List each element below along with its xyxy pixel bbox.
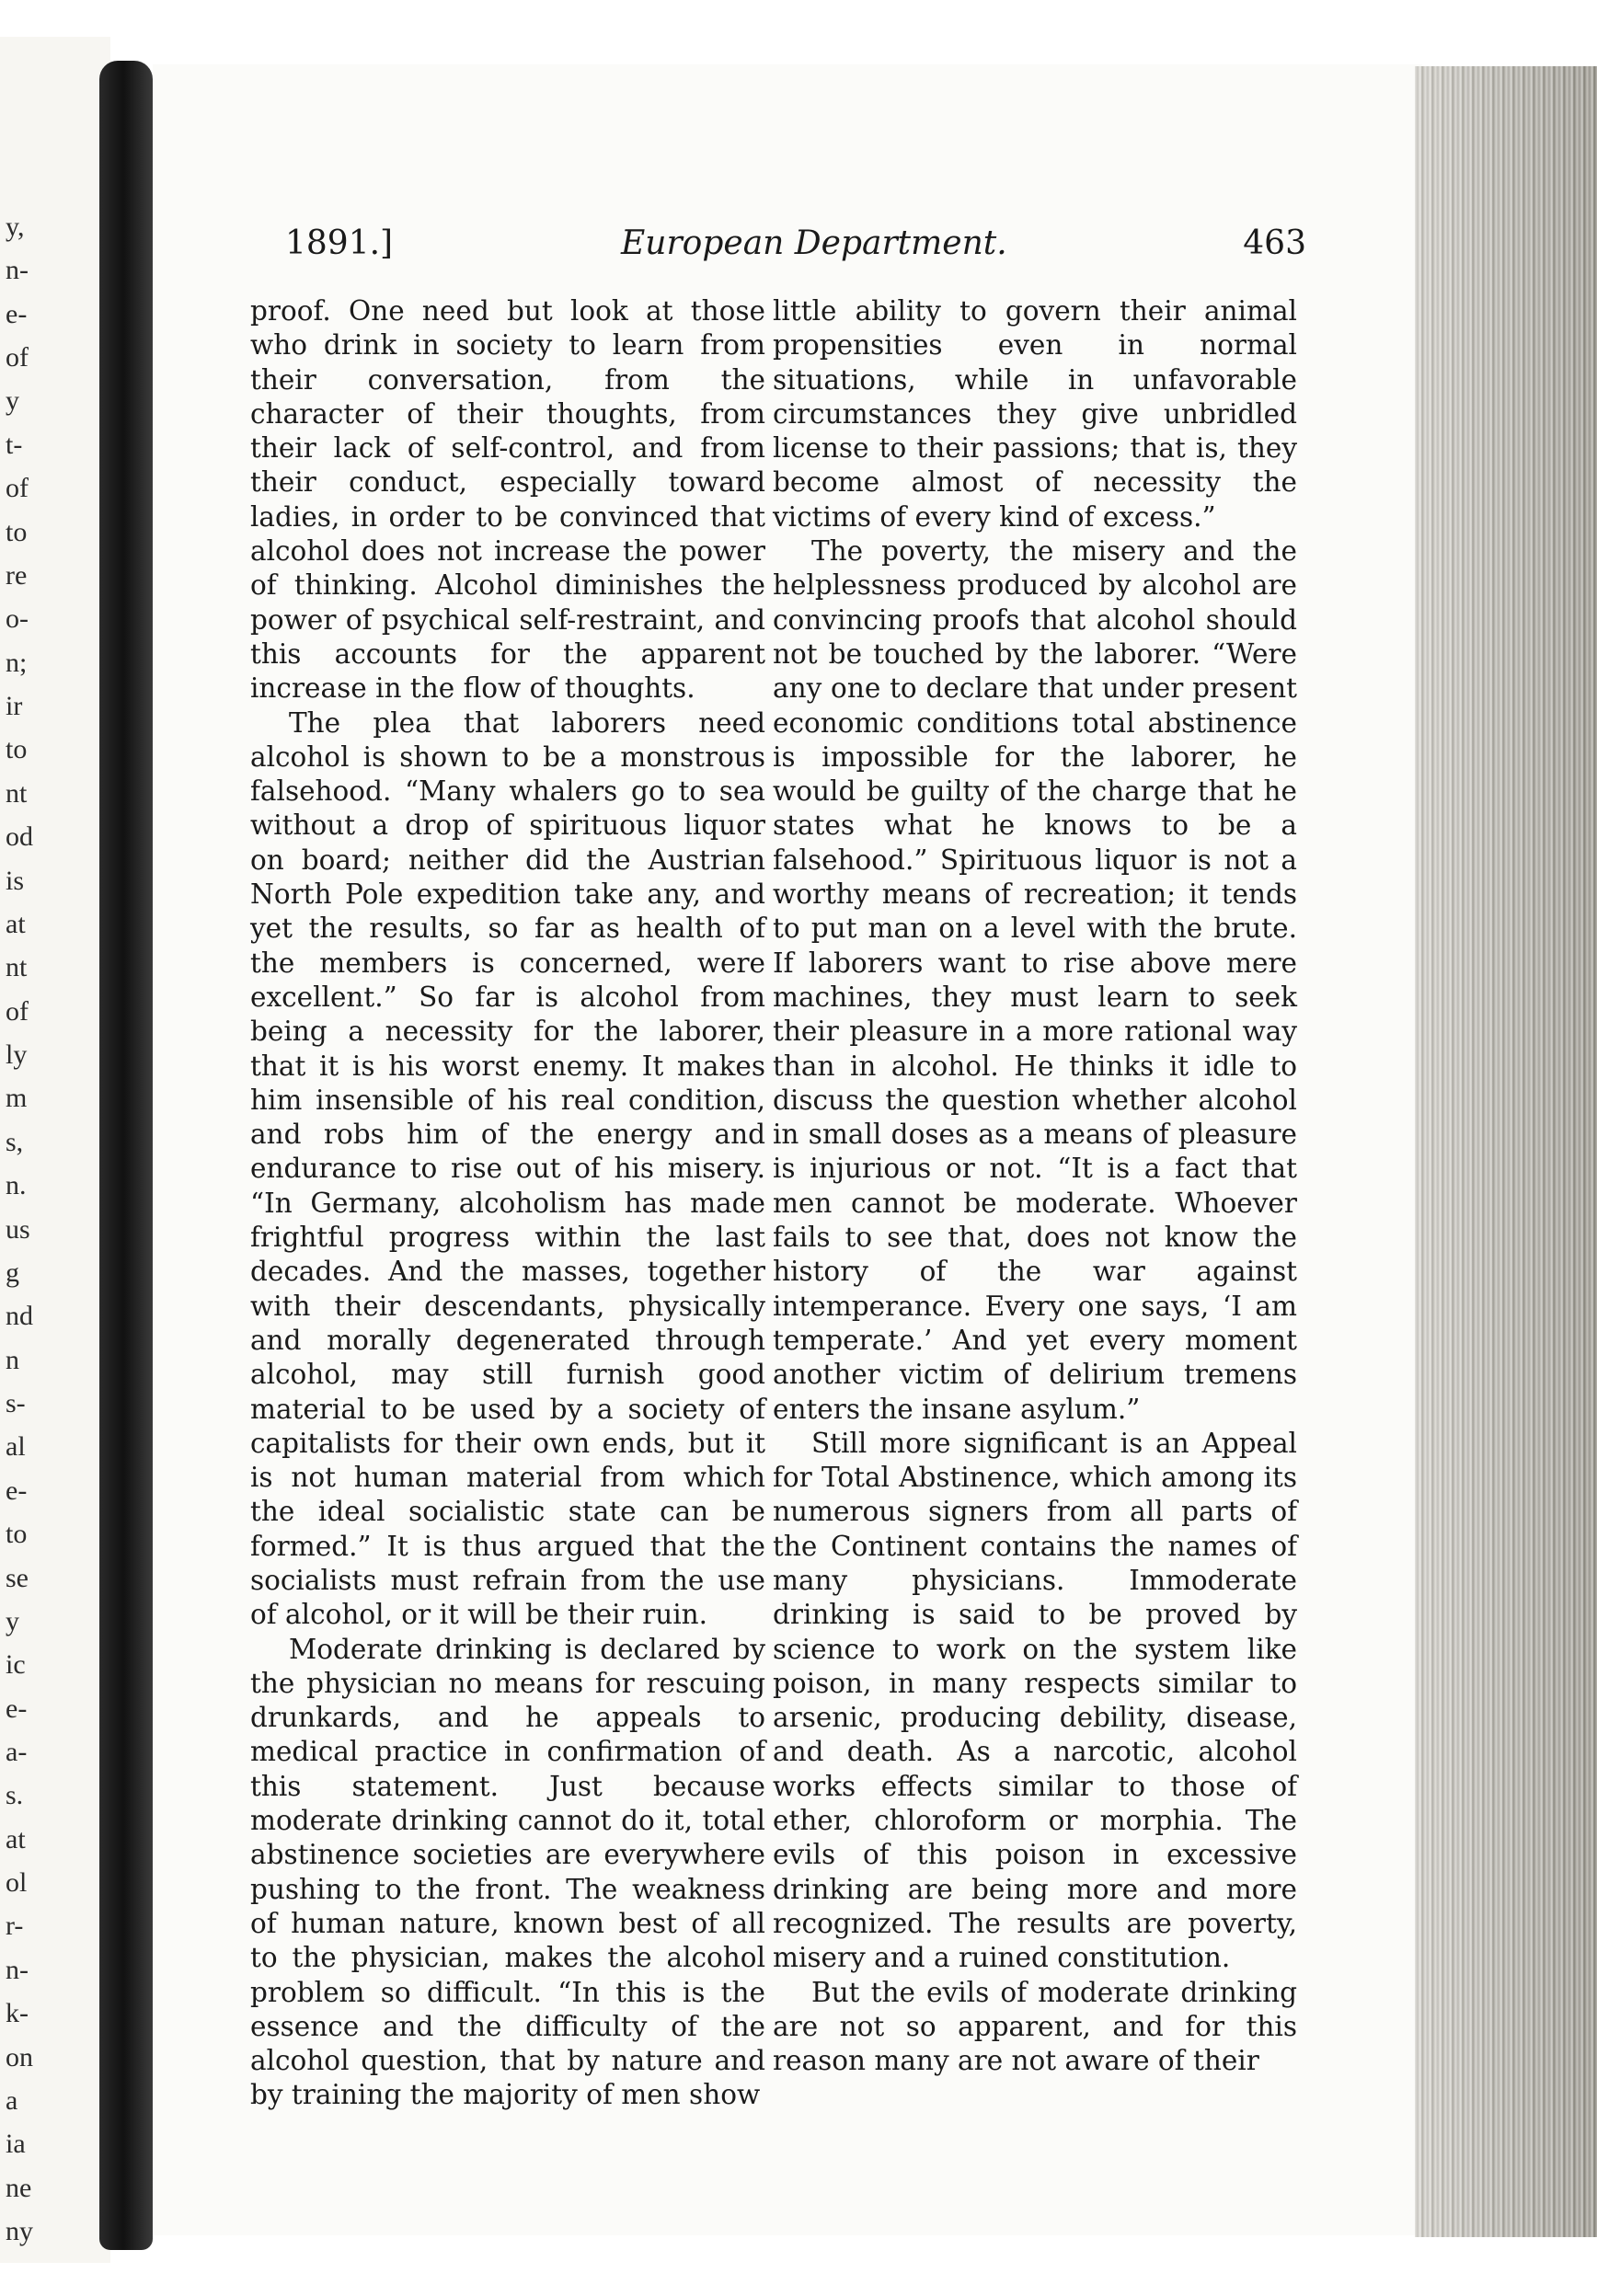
facing-page-fragment: ia xyxy=(6,2129,26,2160)
paragraph: proof. One need but look at those who drink in society to learn from their conversation, from the character of their thoughts, from their lack of self-control, and from their conduct, especially toward ladies, in order to be convinced that alcohol does not increase the power of thinking. Alcohol diminishes the power of psychical self-restraint, and this accounts for the apparent increase in the flow of thoughts. xyxy=(250,295,765,705)
facing-page xyxy=(0,37,110,2263)
facing-page-fragment: y xyxy=(6,385,19,417)
facing-page-fragment: n. xyxy=(6,1170,27,1201)
facing-page-fragment: g xyxy=(6,1257,19,1288)
paragraph: The plea that laborers need alcohol is shown to be a monstrous falsehood. “Many whalers go to sea without a drop of spirituous liquor on board; neither did the Austrian North Pole expedition take any, and yet the results, so far as health of the members is concerned, were excellent.” So far is alcohol from being a necessity for the laborer, that it is his worst enemy. It makes him insensible of his real condition, and robs him of the energy and endurance to rise out of his misery. “In Germany, alcoholism has made frightful progress within the last decades. And the masses, together with their descendants, physically and morally degenerated through alcohol, may still furnish good material to be used by a society of capitalists for their own ends, but it is not human material from which the ideal socialistic state can be formed.” It is thus argued that the socialists must refrain from the use of alcohol, or it will be their ruin. xyxy=(250,706,765,1631)
facing-page-fragment: ol xyxy=(6,1867,28,1899)
facing-page-fragment: m xyxy=(6,1083,28,1114)
header-title: European Department. xyxy=(621,224,1007,262)
facing-page-fragment: ny xyxy=(6,2216,33,2247)
paragraph: Still more significant is an Appeal for Total Abstinence, which among its numerous signers from all parts of the Continent contains the names of many physicians. Immoderate drinking is said to be proved by science to work on the system like poison, in many respects similar to arsenic, producing debility, disease, and death. As a narcotic, alcohol works effects similar to those of ether, chloroform or morphia. The evils of this poison in excessive drinking are being more and more recognized. The results are poverty, misery and a ruined constitution. xyxy=(773,1427,1297,1974)
text-column-left xyxy=(250,294,765,2113)
facing-page-fragment: a xyxy=(6,2084,18,2116)
facing-page-fragment: y, xyxy=(6,212,25,242)
facing-page-fragment: ic xyxy=(6,1649,26,1681)
paragraph: Moderate drinking is declared by the physician no means for rescuing drunkards, and he appeals to medical practice in confirmation of this statement. Just because moderate drinking cannot do it, total abstinence societies are everywhere pushing to the front. The weakness of human nature, known best of all to the physician, makes the alcohol problem so difficult. “In this is the essence and the difficulty of the alcohol question, that by nature and by training the majority of men show xyxy=(250,1633,765,2111)
facing-page-fragment: nd xyxy=(6,1301,33,1332)
facing-page-text-fragments xyxy=(0,37,110,2263)
facing-page-fragment: n- xyxy=(6,1954,29,1985)
facing-page-fragment: od xyxy=(6,821,33,853)
facing-page-fragment: nt xyxy=(6,952,28,983)
facing-page-fragment: k- xyxy=(6,1998,29,2029)
page-number: 463 xyxy=(1243,224,1306,262)
facing-page-fragment: s. xyxy=(6,1780,24,1811)
running-header xyxy=(285,224,1306,276)
facing-page-fragment: e- xyxy=(6,298,28,329)
header-year: 1891.] xyxy=(285,224,394,262)
facing-page-fragment: re xyxy=(6,559,28,591)
facing-page-fragment: to xyxy=(6,516,28,547)
paragraph: little ability to govern their animal propensities even in normal situations, while in unfavorable circumstances they give unbridled license to their passions; that is, they become almost of necessity the victims of every kind of excess.” xyxy=(773,295,1297,533)
facing-page-fragment: to xyxy=(6,734,28,765)
facing-page-fragment: of xyxy=(6,473,29,504)
paragraph: The poverty, the misery and the helplessness produced by alcohol are convincing proofs that alcohol should not be touched by the laborer. “Were any one to declare that under present economic conditions total abstinence is impossible for the laborer, he would be guilty of the charge that he states what he knows to be a falsehood.” Spirituous liquor is not a worthy means of recreation; it tends to put man on a level with the brute. If laborers want to rise above mere machines, they must learn to seek their pleasure in a more rational way than in alcohol. He thinks it idle to discuss the question whether alcohol in small doses as a means of pleasure is injurious or not. “It is a fact that men cannot be moderate. Whoever fails to see that, does not know the history of the war against intemperance. Every one says, ‘I am temperate.’ And yet every moment another victim of delirium tremens enters the insane asylum.” xyxy=(773,535,1297,1425)
facing-page-fragment: of xyxy=(6,342,29,373)
facing-page-fragment: t- xyxy=(6,429,23,460)
facing-page-fragment: nt xyxy=(6,777,28,809)
facing-page-fragment: s, xyxy=(6,1126,24,1157)
facing-page-fragment: n xyxy=(6,1344,19,1375)
facing-page-fragment: of xyxy=(6,995,29,1027)
book-gutter xyxy=(99,61,153,2250)
paragraph: But the evils of moderate drinking are not so apparent, and for this reason many are not aware of their xyxy=(773,1976,1297,2077)
facing-page-fragment: us xyxy=(6,1213,30,1245)
facing-page-fragment: e- xyxy=(6,1475,28,1506)
facing-page-fragment: on xyxy=(6,2041,33,2072)
facing-page-fragment: ir xyxy=(6,691,23,722)
facing-page-fragment: s- xyxy=(6,1388,26,1419)
facing-page-fragment: at xyxy=(6,1823,26,1854)
facing-page-fragment: y xyxy=(6,1605,19,1636)
facing-page-fragment: ne xyxy=(6,2172,32,2203)
facing-page-fragment: o- xyxy=(6,603,29,635)
text-column-right xyxy=(773,294,1297,2078)
facing-page-fragment: r- xyxy=(6,1911,24,1942)
facing-page-fragment: al xyxy=(6,1431,26,1463)
facing-page-fragment: a- xyxy=(6,1736,28,1767)
facing-page-fragment: ly xyxy=(6,1039,28,1071)
facing-page-fragment: to xyxy=(6,1519,28,1550)
facing-page-fragment: e- xyxy=(6,1693,28,1724)
facing-page-fragment: se xyxy=(6,1562,29,1593)
facing-page-fragment: n- xyxy=(6,255,29,286)
facing-page-fragment: at xyxy=(6,908,26,939)
facing-page-fragment: is xyxy=(6,865,25,896)
facing-page-fragment: n; xyxy=(6,647,28,678)
